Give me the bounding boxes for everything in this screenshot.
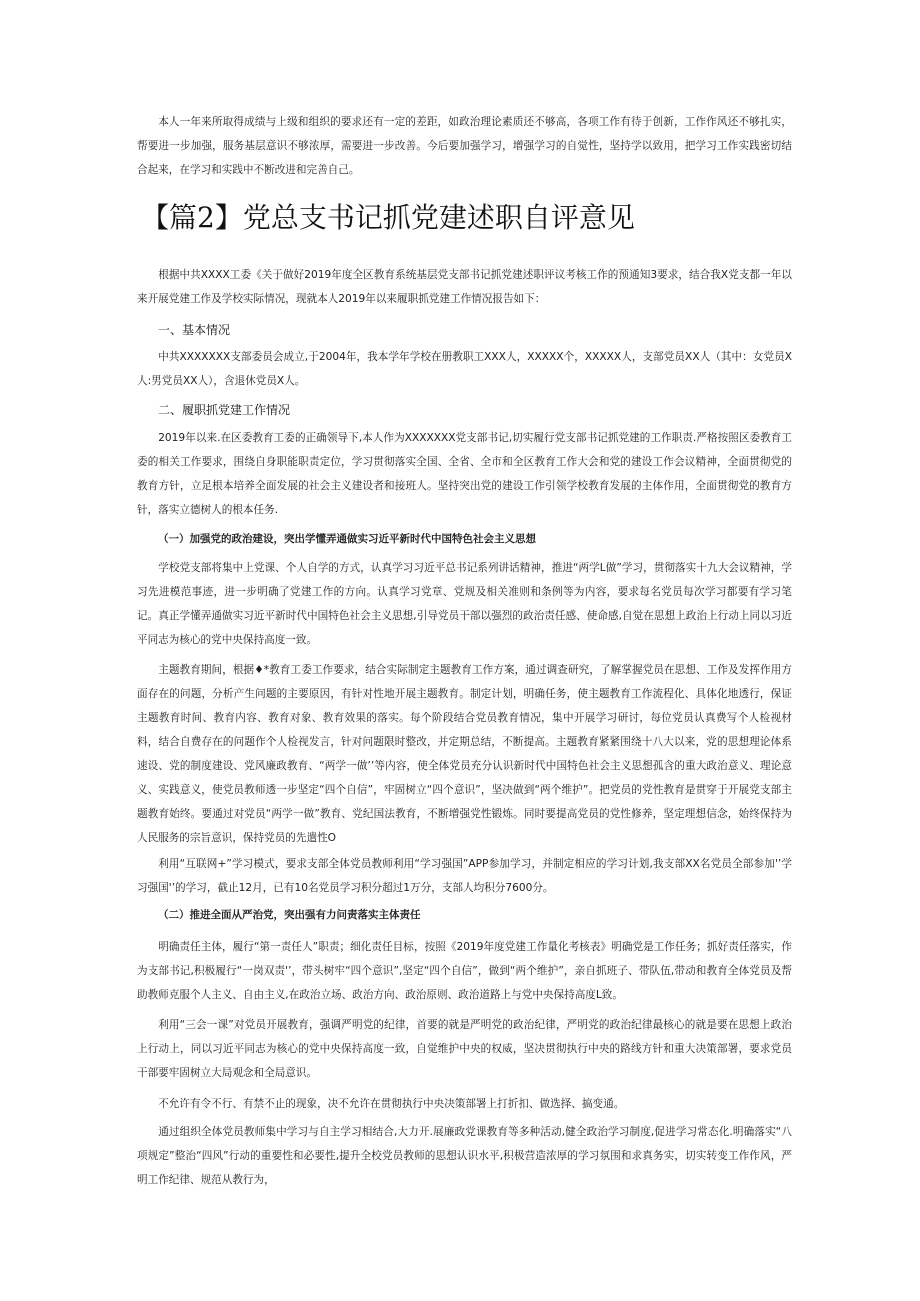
paragraph-organization: 通过组织全体党员教师集中学习与自主学习相结合,大力开.展廉政党课教育等多种活动,健全政治学习制度,促进学习常态化.明确落实“八项规定”整治“四风”行动的重要性和必要性,提升全校党员教师的思想认识水平,积极营造浓厚的学习氛围和求真务实，切实转变工作作风，严明工作纪律、规范从教行为， — [137, 1126, 792, 1186]
heading-basic-info: 一、基本情况 — [158, 323, 231, 337]
paragraph-basis: 根据中共XXXX工委《关于做好2019年度全区教育系统基层党支部书记抓党建述职评议考核工作的预通知3要求，结合我X党支都一年以来开展党建工作及学校实际情况，现就本人2019年以来履职抓党建工作情况报告如下： — [137, 269, 792, 305]
paragraph-responsibility: 明确责任主体，履行“第一责任人”职责；细化责任目标，按照《2019年度党建工作量化考核表》明确党是工作任务；抓好责任落实，作为支部书记,积极履行“一岗双责'’，带头树牢“四个意识”,坚定“四个自信”，做到“两个维护”，亲自抓班子、带队伍,带动和教育全体党员及帮助教师克服个人主义、自由主义,在政治立场、政治方向、政治原则、政治道路上与党中央保持高度L致。 — [137, 941, 792, 1001]
paragraph-three-meetings: 利用“三会一课”对党员开展教育，强调严明党的纪律，首要的就是严明党的政治纪律，严明党的政治纪律最核心的就是要在思想上政治上行动上，同以习近平同志为核心的党中央保持高度一致，自觉维护中央的权威，坚决贯彻执行中央的路线方针和重大决策部署，要求党员干部要牢固树立大局观念和全局意识。 — [137, 1019, 792, 1079]
paragraph-duty: 2019年以来.在区委教育工委的正确领导下,本人作为XXXXXXX党支部书记,切实履行党支部书记抓党建的工作职责.严格按照区委教育工委的相关工作要求，围绕自身职能职责定位，学习贯彻落实全国、全省、全市和全区教育工作大会和党的建设工作会议精神，全面贯彻党的教育方针，立足根本培养全面发展的社会主义建设者和接班人。坚持突出党的建设工作引领学校教育发展的主体作用，全面贯彻党的教育方针，落实立德树人的根本任务. — [137, 432, 792, 516]
paragraph-study: 学校党支部将集中上党课、个人自学的方式，认真学习习近平总书记系列讲话精神，推进“两学L做”学习，贯彻落实十九大会议精神，学习先进模范事迹，进一步明确了党建工作的方向。认真学习党章、党规及相关准则和条例等为内容，要求每名党员每次学习都要有学习笔记。真正学懂弄通做实习近平新时代中国特色社会主义思想,引导党员干部以强烈的政治责任感、使命感,自觉在思想上政治上行动上同以习近平同志为核心的党中央保持高度一致。 — [137, 562, 792, 646]
paragraph-prohibition: 不允许有令不行、有禁不止的现象，决不允许在贯彻执行中央决策部署上打折扣、做选择、搞变通。 — [158, 1098, 625, 1110]
subheading-political-building: （一）加强党的政治建设，突出学懂弄通做实习近平新时代中国特色社会主义思想 — [158, 533, 536, 545]
heading-duty: 二、履职抓党建工作情况 — [158, 403, 291, 417]
paragraph-intro: 本人一年来所取得成绩与上级和组织的要求还有一定的差距，如政治理论素质还不够高，各项工作有待于创新，工作作风还不够扎实，帮要进一步加强，服务基层意识不够浓厚，需要进一步改善。今后要加强学习，增强学习的自觉性，坚持学以致用，把学习工作实践密切结合起来，在学习和实践中不断改进和完善自己。 — [137, 116, 792, 176]
paragraph-theme-education: 主题教育期间，根据♦*教育工委工作要求，结合实际制定主题教育工作方案，通过调查研究，了解掌握党员在思想、工作及发挥作用方面存在的问题，分析产生问题的主要原因，有针对性地开展主题教育。制定计划，明确任务，使主题教育工作流程化、具体化地透行，保证主题教育时间、教育内容、教育对象、教育效果的落实。每个阶段结合党员教育情况，集中开展学习研讨，每位党员认真费写个人检视材料，结合自费存在的问题作个人检视发言，针对问题限时整改，并定期总结，不断提高。主题教育紧紧围绕十八大以来，党的思想理论体系速设、党的制度建设、党风廉政教育、“两学一做’’等内容，使全体党员充分认识新时代中国特色社会主义思想孤含的重大政治意义、理论意义、实践意义，使党员教师透一步坚定“四个自信”，牢固树立“四个意识”，坚决做到“两个维护”。把党员的党性教育是贯穿于开展党支部主题教育始终。要通过对党员“两学一做”教育、党纪国法教育，不断增强党性锻炼。同时要提高党员的党性修养，坚定理想信念，始终保持为人民服务的宗旨意识，保持党员的先遣性O — [137, 664, 792, 844]
paragraph-basic-info: 中共XXXXXXX支部委员会成立,于2004年，我本学年学校在册教职工XXX人，XXXXX个，XXXXX人，支部党员XX人（其中：女党员X人:男党员XX人），含退休党员X人。 — [137, 351, 792, 387]
document-title: 【篇2】党总支书记抓党建述职自评意见 — [141, 201, 635, 234]
paragraph-app-learning: 利用“互联网+”学习模式，要求支部全体党员教师利用“学习强国”APP参加学习，并制定相应的学习计划,我支部XX名党员全部参加'’学习强国'’的学习，截止12月，已有10名党员学习积分超过1万分，支部人均积分7600分。 — [137, 858, 792, 894]
subheading-strict-governance: （二）推进全面从严治党，突出强有力问责落实主体责任 — [158, 909, 421, 921]
